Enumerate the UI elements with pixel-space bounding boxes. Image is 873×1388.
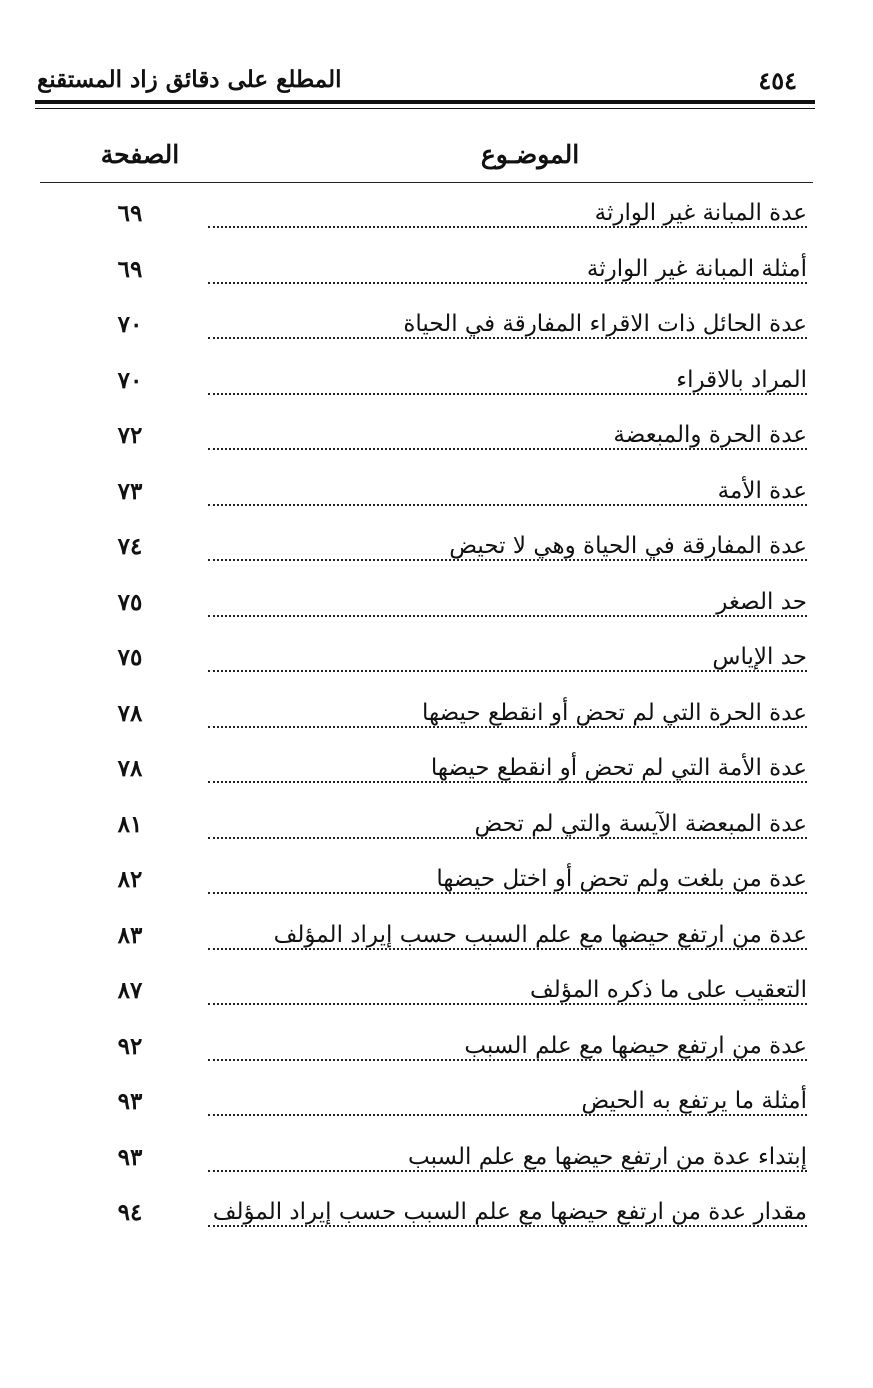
- entry-title: أمثلة المبانة غير الوارثة: [579, 256, 807, 282]
- toc-entry: [60, 359, 807, 415]
- entry-title: عدة من ارتفع حيضها مع علم السبب حسب إيراد المؤلف: [266, 922, 807, 948]
- entry-page-number: ٧٠: [117, 366, 143, 394]
- toc-entry: [60, 803, 807, 859]
- toc-entry: [60, 747, 807, 803]
- toc-entry: [60, 192, 807, 248]
- header-rule-thick: [35, 100, 815, 104]
- book-title: المطلع على دقائق زاد المستقنع: [37, 66, 342, 93]
- entry-title: عدة المبعضة الآيسة والتي لم تحض: [466, 811, 807, 837]
- entry-page-number: ٧٣: [117, 477, 143, 505]
- entry-title: عدة الأمة التي لم تحض أو انقطع حيضها: [423, 755, 807, 781]
- entry-title: عدة الأمة: [710, 478, 807, 504]
- entry-title: عدة الحرة والمبعضة: [605, 422, 807, 448]
- entry-page-number: ٩٢: [117, 1032, 143, 1060]
- entry-page-number: ٦٩: [117, 255, 143, 283]
- toc-entry: [60, 692, 807, 748]
- entry-page-number: ٧٨: [117, 755, 143, 782]
- entry-title: عدة المفارقة في الحياة وهي لا تحيض: [441, 533, 807, 559]
- entry-title: التعقيب على ما ذكره المؤلف: [522, 977, 807, 1003]
- entry-title: عدة الحائل ذات الاقراء المفارقة في الحياة: [395, 311, 807, 337]
- entry-page-number: ٧٥: [117, 588, 143, 616]
- toc-entry: [60, 248, 807, 304]
- toc-entry: [60, 636, 807, 692]
- toc-entry: [60, 414, 807, 470]
- entry-title: مقدار عدة من ارتفع حيضها مع علم السبب حسب إيراد المؤلف: [205, 1199, 807, 1225]
- entry-title: إبتداء عدة من ارتفع حيضها مع علم السبب: [400, 1144, 807, 1170]
- entry-page-number: ٧٠: [117, 311, 143, 338]
- column-header-rule: [40, 182, 813, 183]
- entry-title: عدة الحرة التي لم تحض أو انقطع حيضها: [414, 700, 807, 726]
- entry-page-number: ٩٣: [117, 1143, 143, 1171]
- toc-entry: [60, 969, 807, 1025]
- entry-page-number: ٨٣: [117, 921, 143, 949]
- toc-entry: [60, 1025, 807, 1081]
- entry-page-number: ٨٧: [117, 977, 143, 1004]
- entry-page-number: ٧٢: [117, 422, 143, 449]
- entry-page-number: ٨٢: [117, 866, 143, 893]
- toc-entry: [60, 1080, 807, 1136]
- toc-entry: [60, 914, 807, 970]
- toc-entry: [60, 581, 807, 637]
- running-header: [35, 62, 815, 102]
- entry-title: عدة من ارتفع حيضها مع علم السبب: [456, 1033, 807, 1059]
- entry-page-number: ٧٤: [117, 533, 143, 560]
- entry-page-number: ٩٣: [117, 1088, 143, 1115]
- toc-entry: [60, 1191, 807, 1247]
- toc-entry: [60, 525, 807, 581]
- entry-title: عدة من بلغت ولم تحض أو اختل حيضها: [428, 866, 807, 892]
- page-number: ٤٥٤: [758, 66, 797, 95]
- entry-title: حد الصغر: [708, 589, 807, 615]
- entry-page-number: ٩٤: [117, 1199, 143, 1226]
- page-column-header: الصفحة: [100, 140, 180, 169]
- entry-title: حد الإياس: [704, 644, 807, 670]
- toc-entry: [60, 858, 807, 914]
- toc-entry: [60, 303, 807, 359]
- entry-title: المراد بالاقراء: [668, 367, 807, 393]
- topic-column-header: الموضـوع: [480, 140, 580, 169]
- toc-entry: [60, 1136, 807, 1192]
- entry-page-number: ٦٩: [117, 200, 143, 227]
- header-rule-thin: [35, 108, 815, 109]
- table-of-contents: [60, 192, 807, 1247]
- entry-title: أمثلة ما يرتفع به الحيض: [573, 1088, 807, 1114]
- entry-page-number: ٧٨: [117, 699, 143, 727]
- entry-page-number: ٨١: [117, 810, 143, 838]
- entry-title: عدة المبانة غير الوارثة: [587, 200, 807, 226]
- entry-page-number: ٧٥: [117, 644, 143, 671]
- toc-entry: [60, 470, 807, 526]
